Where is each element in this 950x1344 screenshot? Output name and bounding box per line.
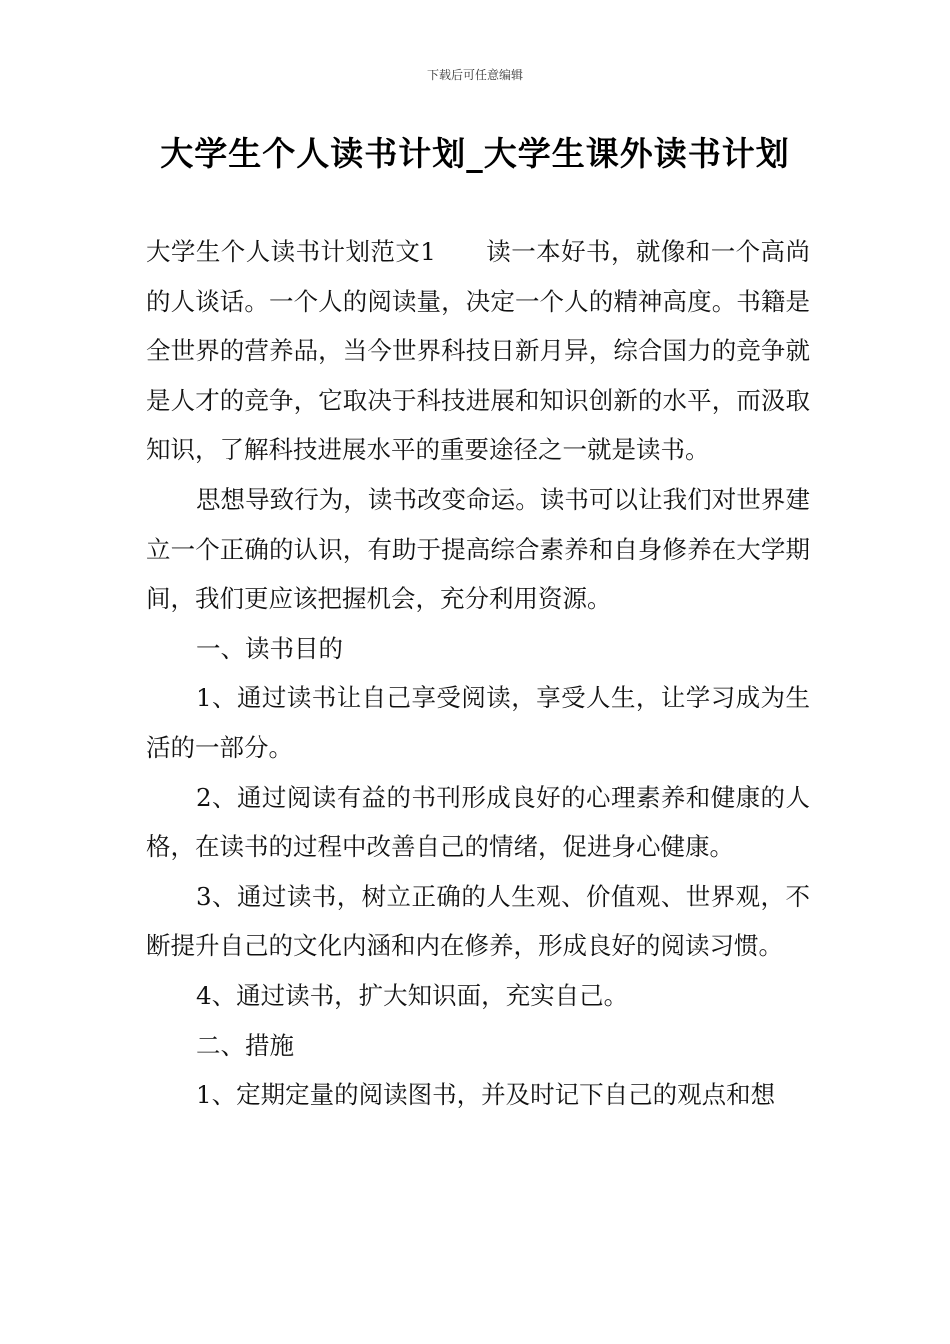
purpose-item-1: 1、通过读书让自己享受阅读，享受人生，让学习成为生活的一部分。 [146, 683, 810, 762]
section-heading-measures: 二、措施 [196, 1030, 294, 1060]
purpose-item-4: 4、通过读书，扩大知识面，充实自己。 [196, 980, 629, 1010]
intro-label: 大学生个人读书计划范文1 [146, 237, 436, 266]
section-heading-purpose: 一、读书目的 [196, 633, 343, 663]
purpose-item-2: 2、通过阅读有益的书刊形成良好的心理素养和健康的人格，在读书的过程中改善自己的情绪，促进身心健康。 [146, 782, 810, 862]
intro-text: 读一本好书，就像和一个高尚的人谈话。一个人的阅读量，决定一个人的精神高度。书籍是全世界的营养品，当今世界科技日新月异，综合国力的竞争就是人才的竞争，它取决于科技进展和知识创新的水平，而汲取知识，了解科技进展水平的重要途径之一就是读书。 [146, 237, 810, 465]
purpose-item-3: 3、通过读书，树立正确的人生观、价值观、世界观，不断提升自己的文化内涵和内在修养，形成良好的阅读习惯。 [146, 881, 810, 961]
measure-item-1: 1、定期定量的阅读图书，并及时记下自己的观点和想 [196, 1080, 776, 1110]
page-header: 下载后可任意编辑 [426, 68, 523, 82]
intro-paragraph [146, 227, 810, 475]
paragraph-thought: 思想导致行为，读书改变命运。读书可以让我们对世界建立一个正确的认识，有助于提高综合素养和自身修养在大学期间，我们更应该把握机会，充分利用资源。 [146, 484, 810, 614]
page-title: 大学生个人读书计划_大学生课外读书计划 [160, 134, 790, 173]
document-body [146, 227, 810, 1120]
